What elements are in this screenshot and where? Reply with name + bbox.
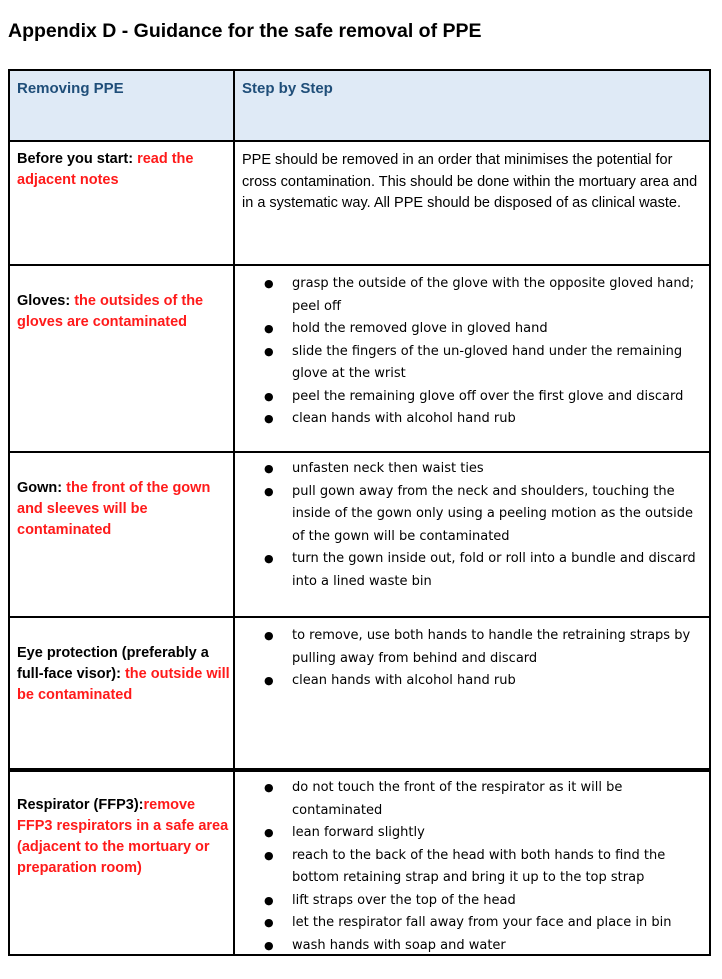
list-item: ● hold the removed glove in gloved hand: [235, 318, 701, 341]
row-label-note: the outsides of the gloves are contaminated: [17, 293, 204, 330]
bullet-icon: ●: [264, 412, 274, 425]
list-item: ● lift straps over the top of the head: [235, 890, 701, 913]
bullet-icon: ●: [264, 938, 274, 952]
row-label: Gown:: [17, 480, 63, 496]
bullet-icon: ●: [264, 322, 274, 335]
table-row-gown: [10, 451, 709, 616]
list-item: ● turn the gown inside out, fold or roll into a bundle and discard into a lined waste bin: [235, 548, 701, 593]
row-label-cell: [10, 772, 235, 954]
row-label-note: read the adjacent notes: [17, 151, 194, 188]
row-steps-cell: [235, 618, 709, 768]
list-item: ● wash hands with soap and water: [235, 935, 701, 958]
steps-list: [235, 777, 709, 957]
list-item: ● unfasten neck then waist ties: [235, 458, 701, 481]
table-header-row: [10, 71, 709, 140]
list-item: ● pull gown away from the neck and shoulders, touching the inside of the gown only using a peeling motion as the outside of the gown will be contaminated: [235, 481, 701, 549]
row-label: Gloves:: [17, 293, 71, 309]
bullet-icon: ●: [264, 781, 274, 794]
list-item: ● let the respirator fall away from your face and place in bin: [235, 912, 701, 935]
bullet-icon: ●: [264, 277, 274, 290]
row-label-cell: [10, 266, 235, 451]
row-label-note: remove FFP3 respirators in a safe area (adjacent to the mortuary or preparation room): [17, 797, 229, 876]
list-item: ● reach to the back of the head with both hands to find the bottom retaining strap and bring it up to the top strap: [235, 845, 701, 890]
bullet-icon: ●: [264, 462, 274, 475]
row-label-note: the front of the gown and sleeves will be contaminated: [17, 480, 211, 538]
row-label-note: the outside will be contaminated: [17, 666, 230, 703]
row-steps-cell: [235, 453, 709, 616]
bullet-icon: ●: [264, 552, 274, 565]
bullet-icon: ●: [264, 484, 274, 498]
steps-list: [235, 273, 709, 431]
bullet-icon: ●: [264, 674, 274, 687]
steps-list: [235, 625, 709, 693]
bullet-icon: ●: [264, 344, 274, 358]
row-label: Before you start:: [17, 151, 134, 167]
table-row-before-you-start: [10, 140, 709, 264]
bullet-icon: ●: [264, 826, 274, 839]
row-steps-cell: [235, 266, 709, 451]
list-item: ● grasp the outside of the glove with the opposite gloved hand; peel off: [235, 273, 701, 318]
row-label-cell: [10, 618, 235, 768]
row-label: Eye protection (preferably a full-face visor):: [17, 645, 209, 682]
bullet-icon: ●: [264, 389, 274, 403]
list-item: ● slide the fingers of the un-gloved hand under the remaining glove at the wrist: [235, 341, 701, 386]
bullet-icon: ●: [264, 893, 274, 907]
page-title: Appendix D - Guidance for the safe removal of PPE: [8, 20, 482, 42]
header-removing-ppe: Removing PPE: [10, 71, 235, 140]
ppe-removal-table: [8, 69, 711, 956]
row-steps-cell: [235, 772, 709, 954]
bullet-icon: ●: [264, 916, 274, 929]
steps-list: [235, 458, 709, 593]
list-item: ● to remove, use both hands to handle the retraining straps by pulling away from behind and discard: [235, 625, 701, 670]
table-row-eye-protection: [10, 616, 709, 768]
list-item: ● lean forward slightly: [235, 822, 701, 845]
table-row-gloves: [10, 264, 709, 451]
list-item: ● clean hands with alcohol hand rub: [235, 670, 701, 693]
bullet-icon: ●: [264, 848, 274, 862]
row-label-cell: [10, 453, 235, 616]
table-row-respirator: [10, 768, 709, 954]
list-item: ● clean hands with alcohol hand rub: [235, 408, 701, 431]
bullet-icon: ●: [264, 629, 274, 642]
row-label-cell: [10, 142, 235, 264]
list-item: ● peel the remaining glove off over the first glove and discard: [235, 386, 701, 409]
row-label: Respirator (FFP3):: [17, 797, 144, 813]
list-item: ● do not touch the front of the respirator as it will be contaminated: [235, 777, 701, 822]
header-step-by-step: Step by Step: [242, 80, 333, 97]
row-text: PPE should be removed in an order that minimises the potential for cross contamination. This should be done within the mortuary area and in a systematic way. All PPE should be disposed of as clinical waste.: [242, 152, 698, 211]
